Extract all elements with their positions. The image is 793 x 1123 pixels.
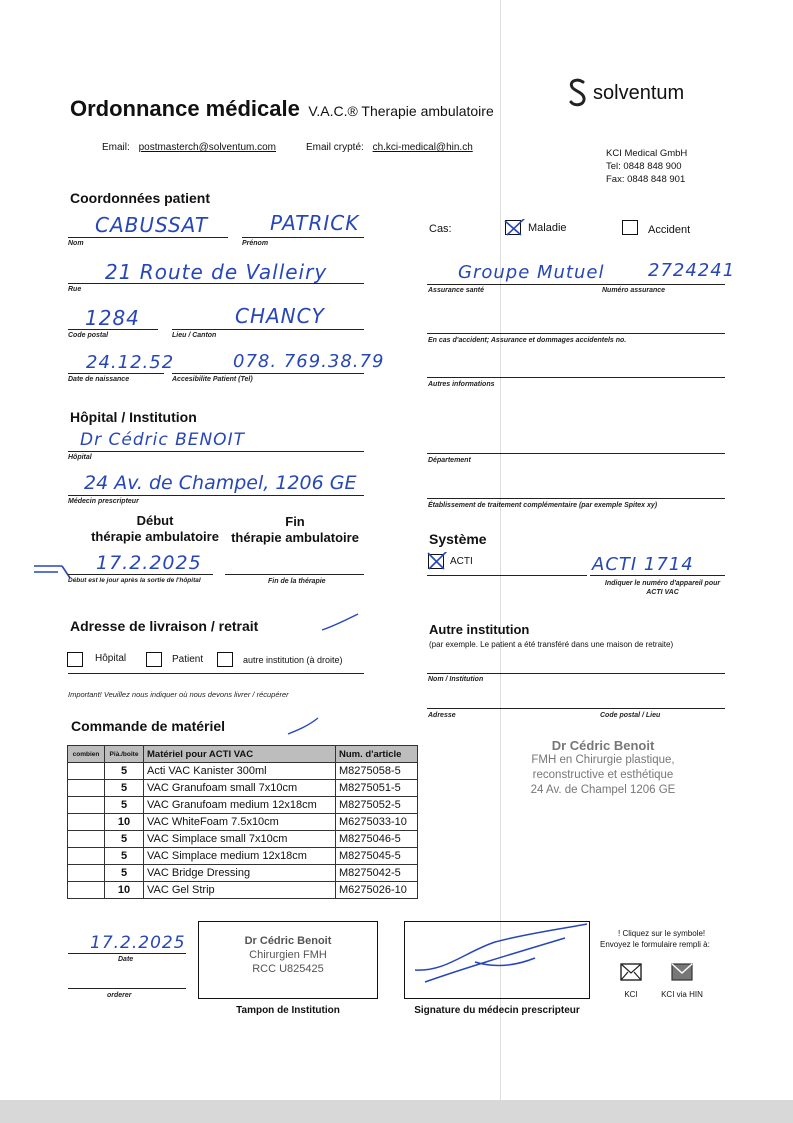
material-cell: Acti VAC Kanister 300ml bbox=[144, 763, 336, 780]
email-crypt-link[interactable]: ch.kci-medical@hin.ch bbox=[372, 142, 473, 153]
debut-heading-line2: thérapie ambulatoire bbox=[91, 529, 219, 544]
check-cross-icon bbox=[504, 219, 526, 237]
acti-line bbox=[427, 575, 587, 576]
signature-label: Signature du médecin prescripteur bbox=[414, 1005, 580, 1016]
orderer-label: orderer bbox=[107, 992, 132, 999]
qty-cell[interactable] bbox=[68, 814, 105, 831]
prenom-label: Prénom bbox=[242, 240, 269, 247]
hospital-section-title: Hôpital / Institution bbox=[70, 409, 197, 425]
maladie-label: Maladie bbox=[528, 222, 567, 234]
maladie-checkbox[interactable] bbox=[505, 220, 521, 235]
assurance-numero-label: Numéro assurance bbox=[602, 287, 666, 294]
patient-rue-value: 21 Route de Valleiry bbox=[105, 260, 328, 284]
company-name: KCI Medical GmbH bbox=[606, 148, 688, 159]
fin-line bbox=[225, 574, 364, 575]
doctor-stamp-line3: 24 Av. de Champel 1206 GE bbox=[530, 784, 676, 796]
pcs-cell: 10 bbox=[105, 814, 144, 831]
institution-stamp bbox=[199, 934, 377, 976]
col-combien: combien bbox=[68, 746, 105, 763]
pcs-cell: 10 bbox=[105, 882, 144, 899]
dept-line bbox=[427, 453, 725, 454]
device-label-line2: ACTI VAC bbox=[646, 589, 679, 596]
tick-mark-icon bbox=[286, 716, 320, 736]
qty-cell[interactable] bbox=[68, 797, 105, 814]
patient-cp-value: 1284 bbox=[85, 306, 140, 330]
assurance-line bbox=[427, 284, 725, 285]
debut-line bbox=[68, 574, 213, 575]
table-row bbox=[68, 797, 418, 814]
autres-label: Autres informations bbox=[428, 381, 495, 388]
footer-date-line bbox=[68, 953, 186, 954]
material-cell: VAC WhiteFoam 7.5x10cm bbox=[144, 814, 336, 831]
debut-label: Début est le jour après la sortie de l'hôpital bbox=[68, 577, 201, 584]
col-article: Num. d'article bbox=[336, 746, 418, 763]
debut-heading bbox=[70, 513, 240, 545]
other-inst-adresse-line bbox=[427, 708, 725, 709]
fin-heading bbox=[225, 514, 365, 546]
nom-label: Nom bbox=[68, 240, 84, 247]
institution-stamp-name: Dr Cédric Benoit bbox=[244, 935, 332, 947]
acti-checkbox[interactable] bbox=[428, 554, 444, 569]
fin-heading-line1: Fin bbox=[285, 514, 305, 529]
dob-line bbox=[68, 373, 164, 374]
qty-cell[interactable] bbox=[68, 848, 105, 865]
pcs-cell: 5 bbox=[105, 865, 144, 882]
institution-stamp-line1: Chirurgien FMH bbox=[249, 949, 327, 961]
send-instructions bbox=[600, 928, 710, 950]
debut-value: 17.2.2025 bbox=[96, 552, 202, 574]
fin-heading-line2: thérapie ambulatoire bbox=[231, 530, 359, 545]
arrow-mark-icon bbox=[32, 560, 72, 580]
patient-section-title: Coordonnées patient bbox=[70, 190, 211, 206]
signature-scribble-icon bbox=[405, 922, 589, 998]
doctor-stamp bbox=[508, 738, 698, 798]
device-number-value: ACTI 1714 bbox=[592, 554, 694, 575]
solventum-logo-icon bbox=[567, 78, 589, 108]
pcs-cell: 5 bbox=[105, 848, 144, 865]
patient-tel-value: 078. 769.38.79 bbox=[233, 351, 385, 372]
company-info bbox=[606, 147, 687, 186]
article-cell: M8275051-5 bbox=[336, 780, 418, 797]
dob-label: Date de naissance bbox=[68, 376, 130, 383]
assurance-value: Groupe Mutuel bbox=[458, 262, 605, 283]
other-inst-desc: (par exemple. Le patient a été transféré dans une maison de retraite) bbox=[429, 640, 674, 649]
orderer-line bbox=[68, 988, 186, 989]
email-label: Email: bbox=[102, 142, 130, 153]
lieu-label: Lieu / Canton bbox=[172, 332, 217, 339]
device-label bbox=[600, 579, 725, 597]
material-cell: VAC Granufoam medium 12x18cm bbox=[144, 797, 336, 814]
pcs-cell: 5 bbox=[105, 780, 144, 797]
assurance-numero-value: 2724241 bbox=[648, 260, 736, 281]
prenom-line bbox=[242, 237, 364, 238]
footer-date-value: 17.2.2025 bbox=[90, 933, 186, 953]
rue-label: Rue bbox=[68, 286, 82, 293]
device-label-line1: Indiquer le numéro d'appareil pour bbox=[604, 580, 721, 587]
table-header-row bbox=[68, 746, 418, 763]
qty-cell[interactable] bbox=[68, 763, 105, 780]
email-row bbox=[102, 142, 276, 153]
email-link[interactable]: postmasterch@solventum.com bbox=[138, 142, 276, 153]
other-inst-section-title: Autre institution bbox=[429, 622, 530, 637]
lieu-line bbox=[172, 329, 364, 330]
form-header bbox=[70, 96, 494, 122]
debut-heading-line1: Début bbox=[136, 513, 174, 528]
delivery-hopital-checkbox[interactable] bbox=[67, 652, 83, 667]
tel-label: Accesibilite Patient (Tel) bbox=[172, 376, 253, 383]
table-row bbox=[68, 780, 418, 797]
accident-checkbox[interactable] bbox=[622, 220, 638, 235]
system-section-title: Système bbox=[429, 531, 487, 547]
material-cell: VAC Granufoam small 7x10cm bbox=[144, 780, 336, 797]
accident-info-label: En cas d'accident; Assurance et dommages accidentels no. bbox=[428, 337, 627, 344]
nom-line bbox=[68, 237, 228, 238]
medecin-line bbox=[68, 495, 364, 496]
article-cell: M8275046-5 bbox=[336, 831, 418, 848]
qty-cell[interactable] bbox=[68, 780, 105, 797]
table-row bbox=[68, 848, 418, 865]
order-section-title: Commande de matériel bbox=[71, 718, 226, 734]
material-table bbox=[67, 745, 418, 899]
article-cell: M6275026-10 bbox=[336, 882, 418, 899]
etab-label: Établissement de traitement complémentaire (par exemple Spitex xy) bbox=[428, 502, 658, 509]
cas-label: Cas: bbox=[429, 223, 452, 235]
pcs-cell: 5 bbox=[105, 831, 144, 848]
autres-line bbox=[427, 377, 725, 378]
delivery-note: Important! Veuillez nous indiquer où nous devons livrer / récupérer bbox=[68, 690, 289, 699]
col-pcs: Pià./boite bbox=[105, 746, 144, 763]
medecin-value: 24 Av. de Champel, 1206 GE bbox=[84, 472, 357, 494]
rue-line bbox=[68, 283, 364, 284]
envelope-icon bbox=[620, 962, 642, 982]
brand-name: solventum bbox=[593, 81, 685, 104]
footer-date-label: Date bbox=[118, 956, 134, 963]
patient-prenom-value: PATRICK bbox=[270, 211, 360, 235]
col-material: Matériel pour ACTI VAC bbox=[144, 746, 336, 763]
etab-line bbox=[427, 498, 725, 499]
table-row bbox=[68, 831, 418, 848]
material-cell: VAC Bridge Dressing bbox=[144, 865, 336, 882]
page-bottom-shadow bbox=[0, 1100, 793, 1123]
delivery-hopital-label: Hôpital bbox=[95, 653, 127, 664]
signature-box[interactable] bbox=[404, 921, 590, 999]
email-crypt-row bbox=[306, 142, 473, 153]
accident-info-line bbox=[427, 333, 725, 334]
delivery-autre-checkbox[interactable] bbox=[217, 652, 233, 667]
article-cell: M8275042-5 bbox=[336, 865, 418, 882]
table-row bbox=[68, 882, 418, 899]
send-line2: Envoyez le formulaire rempli à: bbox=[600, 940, 710, 949]
doctor-stamp-line2: reconstructive et esthétique bbox=[532, 769, 674, 781]
delivery-section-title: Adresse de livraison / retrait bbox=[70, 618, 259, 634]
other-inst-nom-label: Nom / Institution bbox=[428, 676, 484, 683]
pcs-cell: 5 bbox=[105, 763, 144, 780]
send-kci-hin-button[interactable] bbox=[660, 962, 704, 999]
table-row bbox=[68, 865, 418, 882]
accident-label: Accident bbox=[648, 224, 691, 236]
table-row bbox=[68, 763, 418, 780]
cp-label: Code postal bbox=[68, 332, 109, 339]
article-cell: M8275045-5 bbox=[336, 848, 418, 865]
patient-nom-value: CABUSSAT bbox=[95, 213, 209, 237]
qty-cell[interactable] bbox=[68, 831, 105, 848]
assurance-label: Assurance santé bbox=[428, 287, 485, 294]
pcs-cell: 5 bbox=[105, 797, 144, 814]
table-row bbox=[68, 814, 418, 831]
tick-mark-icon bbox=[320, 612, 360, 632]
check-cross-icon bbox=[427, 552, 447, 570]
delivery-autre-label: autre institution (à droite) bbox=[243, 655, 343, 665]
hopital-value: Dr Cédric BENOIT bbox=[80, 430, 245, 450]
send-kci-button[interactable] bbox=[617, 962, 645, 999]
medecin-label: Médecin prescripteur bbox=[68, 498, 139, 505]
article-cell: M6275033-10 bbox=[336, 814, 418, 831]
article-cell: M8275058-5 bbox=[336, 763, 418, 780]
other-inst-adresse-label: Adresse bbox=[428, 712, 456, 719]
patient-lieu-value: CHANCY bbox=[235, 304, 325, 328]
stamp-label: Tampon de Institution bbox=[236, 1005, 340, 1016]
doctor-stamp-line1: FMH en Chirurgie plastique, bbox=[531, 754, 675, 766]
article-cell: M8275052-5 bbox=[336, 797, 418, 814]
tel-line bbox=[172, 373, 364, 374]
envelope-hin-icon bbox=[671, 962, 693, 982]
hopital-label: Hôpital bbox=[68, 454, 92, 461]
send-kci-hin-label: KCI via HIN bbox=[661, 990, 703, 999]
hopital-line bbox=[68, 451, 364, 452]
device-line bbox=[590, 575, 725, 576]
delivery-patient-checkbox[interactable] bbox=[146, 652, 162, 667]
page-subtitle: V.A.C.® Therapie ambulatoire bbox=[308, 103, 494, 119]
delivery-patient-label: Patient bbox=[172, 654, 204, 665]
cp-line bbox=[68, 329, 158, 330]
patient-dob-value: 24.12.52 bbox=[86, 352, 175, 373]
fin-label: Fin de la thérapie bbox=[268, 578, 326, 585]
material-cell: VAC Simplace small 7x10cm bbox=[144, 831, 336, 848]
institution-stamp-box bbox=[198, 921, 378, 999]
material-cell: VAC Simplace medium 12x18cm bbox=[144, 848, 336, 865]
brand-logo bbox=[567, 78, 684, 108]
send-kci-label: KCI bbox=[624, 990, 638, 999]
material-cell: VAC Gel Strip bbox=[144, 882, 336, 899]
company-fax: Fax: 0848 848 901 bbox=[606, 174, 686, 185]
delivery-line bbox=[68, 673, 364, 674]
qty-cell[interactable] bbox=[68, 865, 105, 882]
email-crypt-label: Email crypté: bbox=[306, 142, 364, 153]
qty-cell[interactable] bbox=[68, 882, 105, 899]
company-tel: Tel: 0848 848 900 bbox=[606, 161, 682, 172]
institution-stamp-line2: RCC U825425 bbox=[252, 963, 324, 975]
page-title: Ordonnance médicale bbox=[70, 96, 300, 121]
other-inst-nom-line bbox=[427, 673, 725, 674]
dept-label: Département bbox=[428, 457, 471, 464]
other-inst-cp-label: Code postal / Lieu bbox=[600, 712, 661, 719]
acti-label: ACTI bbox=[450, 556, 473, 567]
doctor-stamp-name: Dr Cédric Benoit bbox=[551, 738, 655, 753]
send-line1: ! Cliquez sur le symbole! bbox=[618, 929, 706, 938]
